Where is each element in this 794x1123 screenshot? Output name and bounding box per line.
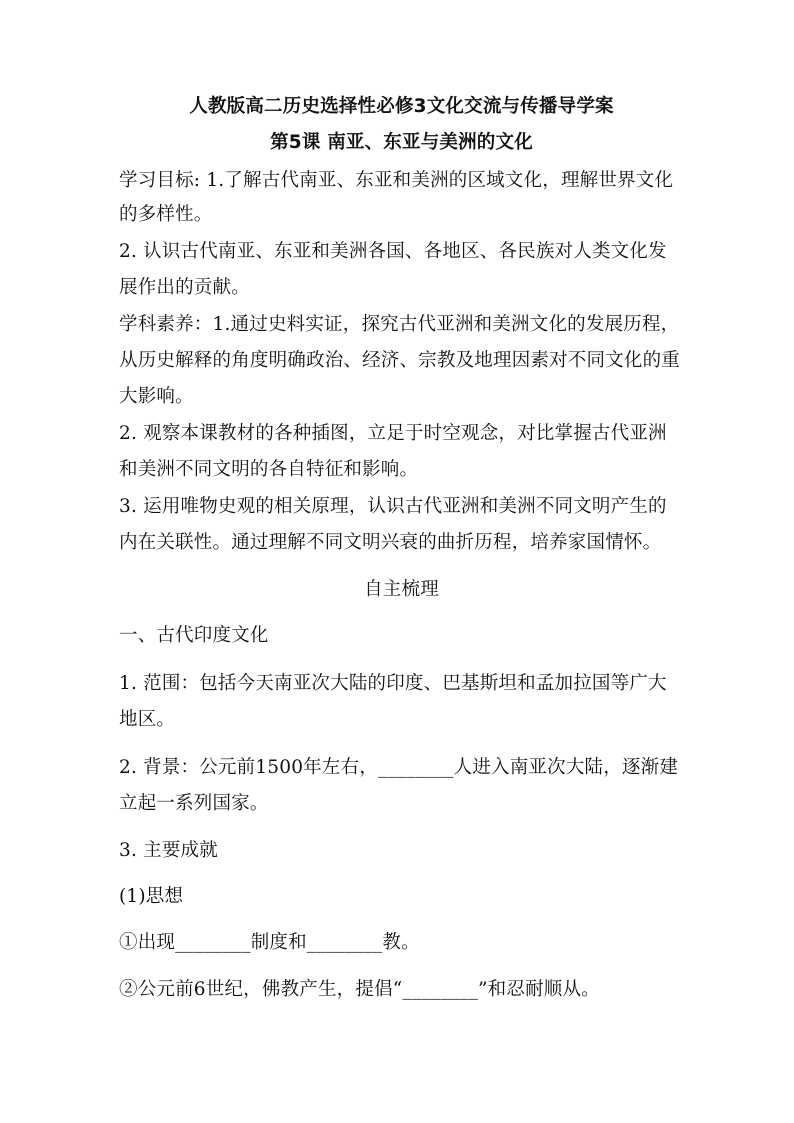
literacy-line: 学科素养：1.通过史料实证，探究古代亚洲和美洲文化的发展历程，: [119, 314, 680, 335]
literacy-line: 内在关联性。通过理解不同文明兴衰的曲折历程，培养家国情怀。: [119, 532, 662, 553]
item-line: 3. 主要成就: [119, 840, 218, 861]
document-title: 人教版高二历史选择性必修3文化交流与传播导学案: [189, 96, 614, 117]
section-heading: 自主梳理: [364, 579, 439, 600]
objective-line: 的多样性。: [119, 204, 213, 225]
item-line: (1)思想: [119, 886, 184, 907]
item-line: 1. 范围：包括今天南亚次大陆的印度、巴基斯坦和孟加拉国等广大: [119, 673, 667, 694]
item-line: 2. 背景：公元前1500年左右，________人进入南亚次大陆，逐渐建: [119, 757, 679, 778]
literacy-line: 3. 运用唯物史观的相关原理，认识古代亚洲和美洲不同文明产生的: [119, 496, 667, 517]
lesson-subtitle: 第5课 南亚、东亚与美洲的文化: [270, 132, 533, 153]
objective-line: 学习目标: 1.了解古代南亚、东亚和美洲的区域文化，理解世界文化: [119, 170, 674, 191]
objective-line: 2. 认识古代南亚、东亚和美洲各国、各地区、各民族对人类文化发: [119, 241, 667, 262]
part-heading: 一、古代印度文化: [119, 625, 269, 646]
item-line: ①出现________制度和________教。: [119, 932, 420, 953]
item-line: 地区。: [119, 709, 176, 730]
literacy-line: 和美洲不同文明的各自特征和影响。: [119, 459, 419, 480]
item-line: ②公元前6世纪，佛教产生，提倡“________”和忍耐顺从。: [119, 979, 600, 1000]
literacy-line: 大影响。: [119, 386, 194, 407]
objective-line: 展作出的贡献。: [119, 277, 250, 298]
literacy-line: 从历史解释的角度明确政治、经济、宗教及地理因素对不同文化的重: [119, 350, 681, 371]
item-line: 立起一系列国家。: [119, 793, 269, 814]
literacy-line: 2. 观察本课教材的各种插图，立足于时空观念，对比掌握古代亚洲: [119, 423, 667, 444]
